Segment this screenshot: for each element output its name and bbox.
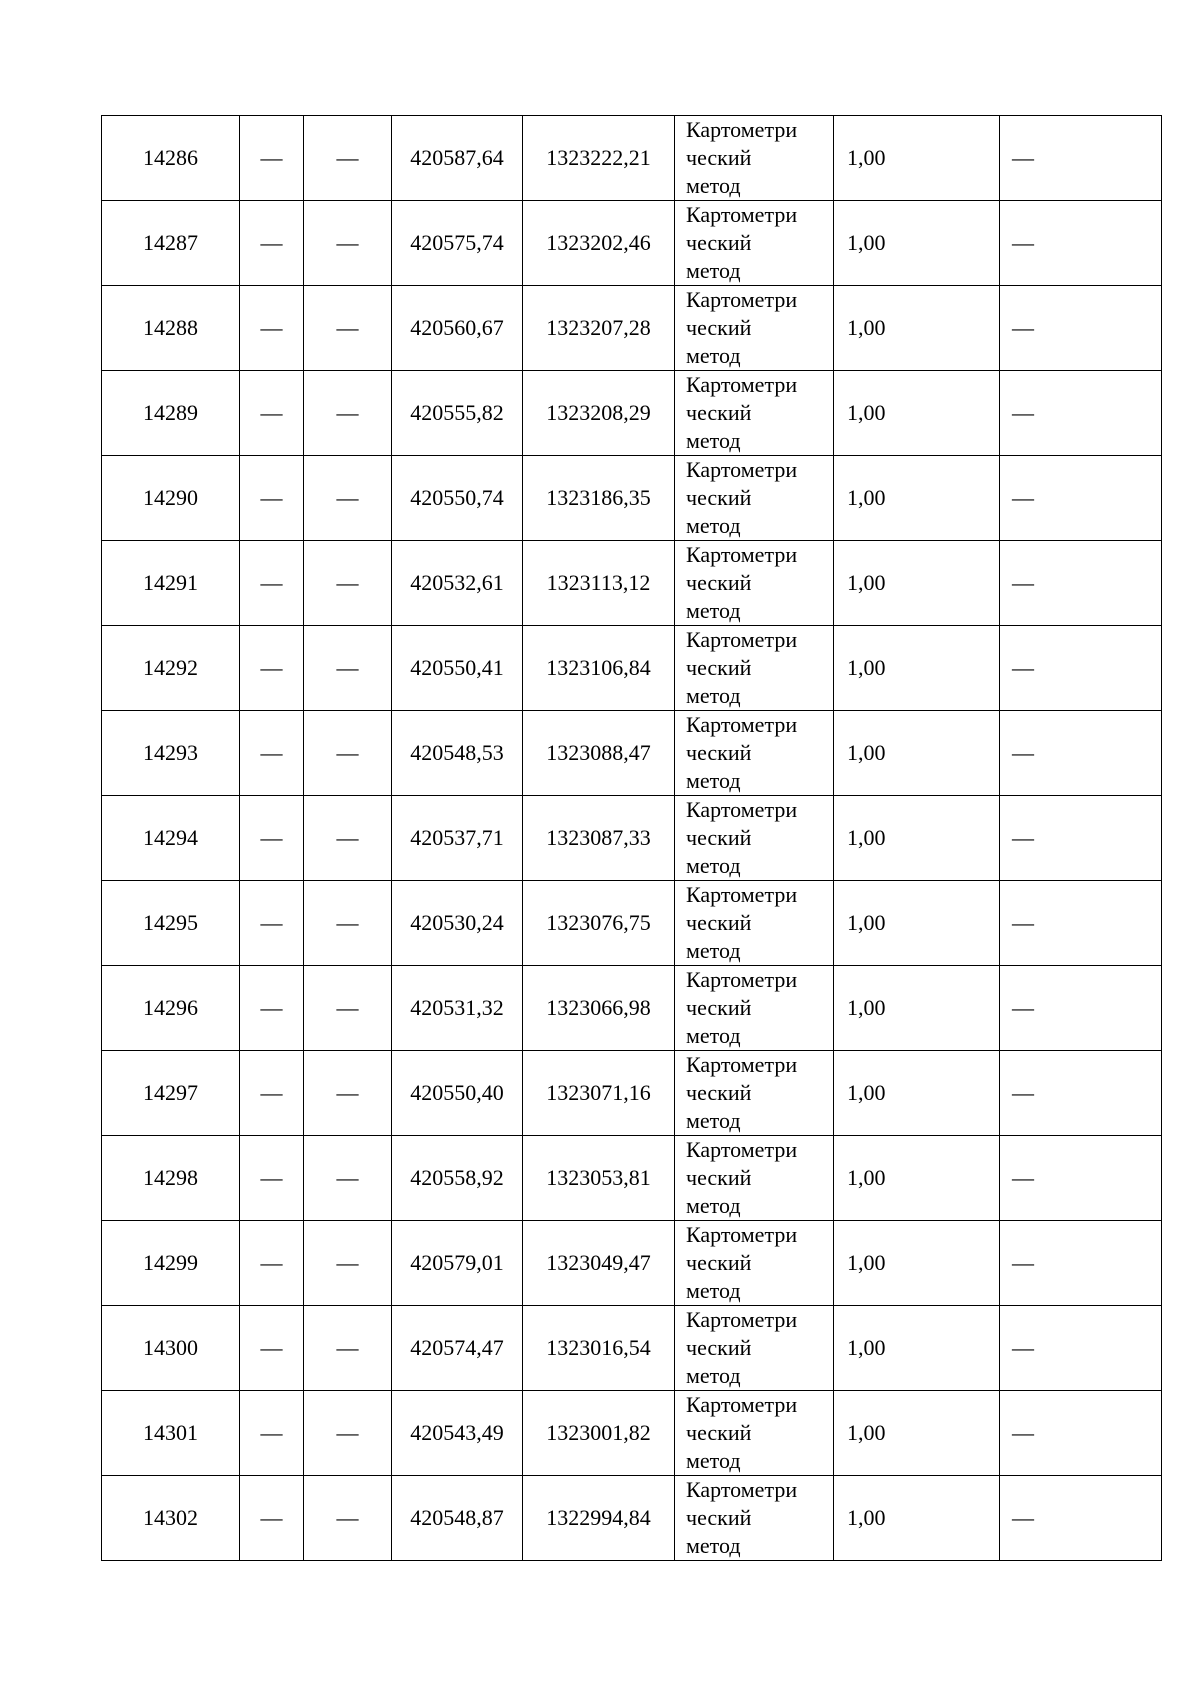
method-line: ческий [686, 1080, 752, 1105]
table-row [102, 286, 1162, 371]
method-line: Картометри [686, 967, 798, 992]
coordinates-table [101, 115, 1162, 1561]
y-coordinate-cell: 1323088,47 [523, 711, 675, 796]
description-cell: — [1000, 1136, 1162, 1221]
y-coordinate-cell: 1323053,81 [523, 1136, 675, 1221]
point-number-cell: 14298 [102, 1136, 240, 1221]
accuracy-cell: 1,00 [834, 541, 1000, 626]
method-line: ческий [686, 1250, 752, 1275]
col3-cell: — [304, 116, 392, 201]
accuracy-cell: 1,00 [834, 1391, 1000, 1476]
method-line: ческий [686, 315, 752, 340]
method-line: метод [686, 1193, 741, 1218]
table-row [102, 456, 1162, 541]
method-line: Картометри [686, 797, 798, 822]
point-number-cell: 14300 [102, 1306, 240, 1391]
y-coordinate-cell: 1322994,84 [523, 1476, 675, 1561]
col2-cell: — [240, 286, 304, 371]
method-cell [675, 371, 834, 456]
table-row [102, 796, 1162, 881]
method-line: метод [686, 768, 741, 793]
col3-cell: — [304, 1221, 392, 1306]
x-coordinate-cell: 420548,87 [392, 1476, 523, 1561]
method-cell [675, 1221, 834, 1306]
table-row [102, 1136, 1162, 1221]
table-row [102, 1391, 1162, 1476]
method-line: Картометри [686, 1052, 798, 1077]
col2-cell: — [240, 966, 304, 1051]
table-row [102, 541, 1162, 626]
table-row [102, 116, 1162, 201]
y-coordinate-cell: 1323208,29 [523, 371, 675, 456]
description-cell: — [1000, 116, 1162, 201]
table-row [102, 1051, 1162, 1136]
col2-cell: — [240, 1391, 304, 1476]
col2-cell: — [240, 371, 304, 456]
method-line: ческий [686, 1165, 752, 1190]
table-row [102, 966, 1162, 1051]
col3-cell: — [304, 626, 392, 711]
method-line: ческий [686, 485, 752, 510]
x-coordinate-cell: 420550,74 [392, 456, 523, 541]
method-line: метод [686, 1108, 741, 1133]
col2-cell: — [240, 796, 304, 881]
col2-cell: — [240, 1136, 304, 1221]
x-coordinate-cell: 420532,61 [392, 541, 523, 626]
y-coordinate-cell: 1323106,84 [523, 626, 675, 711]
x-coordinate-cell: 420531,32 [392, 966, 523, 1051]
method-cell [675, 541, 834, 626]
description-cell: — [1000, 286, 1162, 371]
method-line: Картометри [686, 287, 798, 312]
col3-cell: — [304, 966, 392, 1051]
table-body [102, 116, 1162, 1561]
method-line: метод [686, 1533, 741, 1558]
method-line: метод [686, 683, 741, 708]
method-line: метод [686, 1278, 741, 1303]
method-line: Картометри [686, 1392, 798, 1417]
method-line: Картометри [686, 882, 798, 907]
y-coordinate-cell: 1323222,21 [523, 116, 675, 201]
point-number-cell: 14299 [102, 1221, 240, 1306]
accuracy-cell: 1,00 [834, 881, 1000, 966]
col3-cell: — [304, 456, 392, 541]
method-line: метод [686, 1023, 741, 1048]
table-row [102, 371, 1162, 456]
point-number-cell: 14296 [102, 966, 240, 1051]
x-coordinate-cell: 420587,64 [392, 116, 523, 201]
method-line: Картометри [686, 1477, 798, 1502]
x-coordinate-cell: 420537,71 [392, 796, 523, 881]
description-cell: — [1000, 1051, 1162, 1136]
col2-cell: — [240, 1221, 304, 1306]
method-cell [675, 286, 834, 371]
col3-cell: — [304, 1476, 392, 1561]
method-cell [675, 711, 834, 796]
x-coordinate-cell: 420550,41 [392, 626, 523, 711]
method-cell [675, 116, 834, 201]
table-row [102, 626, 1162, 711]
point-number-cell: 14293 [102, 711, 240, 796]
accuracy-cell: 1,00 [834, 1136, 1000, 1221]
method-line: метод [686, 428, 741, 453]
x-coordinate-cell: 420548,53 [392, 711, 523, 796]
method-line: ческий [686, 910, 752, 935]
col3-cell: — [304, 796, 392, 881]
method-cell [675, 626, 834, 711]
accuracy-cell: 1,00 [834, 1476, 1000, 1561]
col2-cell: — [240, 201, 304, 286]
point-number-cell: 14286 [102, 116, 240, 201]
method-line: Картометри [686, 372, 798, 397]
method-line: Картометри [686, 457, 798, 482]
y-coordinate-cell: 1323207,28 [523, 286, 675, 371]
col3-cell: — [304, 541, 392, 626]
description-cell: — [1000, 626, 1162, 711]
col2-cell: — [240, 1306, 304, 1391]
x-coordinate-cell: 420550,40 [392, 1051, 523, 1136]
point-number-cell: 14297 [102, 1051, 240, 1136]
description-cell: — [1000, 371, 1162, 456]
col3-cell: — [304, 1306, 392, 1391]
description-cell: — [1000, 201, 1162, 286]
method-line: метод [686, 1448, 741, 1473]
accuracy-cell: 1,00 [834, 626, 1000, 711]
method-line: Картометри [686, 1307, 798, 1332]
col3-cell: — [304, 881, 392, 966]
point-number-cell: 14301 [102, 1391, 240, 1476]
col2-cell: — [240, 116, 304, 201]
point-number-cell: 14288 [102, 286, 240, 371]
method-line: Картометри [686, 1222, 798, 1247]
col2-cell: — [240, 1476, 304, 1561]
accuracy-cell: 1,00 [834, 116, 1000, 201]
y-coordinate-cell: 1323049,47 [523, 1221, 675, 1306]
method-line: метод [686, 1363, 741, 1388]
col2-cell: — [240, 626, 304, 711]
method-cell [675, 456, 834, 541]
point-number-cell: 14289 [102, 371, 240, 456]
y-coordinate-cell: 1323016,54 [523, 1306, 675, 1391]
y-coordinate-cell: 1323087,33 [523, 796, 675, 881]
description-cell: — [1000, 966, 1162, 1051]
col3-cell: — [304, 1391, 392, 1476]
y-coordinate-cell: 1323202,46 [523, 201, 675, 286]
table-row [102, 881, 1162, 966]
col3-cell: — [304, 286, 392, 371]
accuracy-cell: 1,00 [834, 286, 1000, 371]
method-line: метод [686, 343, 741, 368]
method-cell [675, 1306, 834, 1391]
accuracy-cell: 1,00 [834, 796, 1000, 881]
x-coordinate-cell: 420530,24 [392, 881, 523, 966]
description-cell: — [1000, 1221, 1162, 1306]
method-cell [675, 1136, 834, 1221]
method-line: Картометри [686, 542, 798, 567]
method-cell [675, 201, 834, 286]
accuracy-cell: 1,00 [834, 201, 1000, 286]
col2-cell: — [240, 456, 304, 541]
col3-cell: — [304, 201, 392, 286]
method-line: ческий [686, 1335, 752, 1360]
y-coordinate-cell: 1323001,82 [523, 1391, 675, 1476]
method-line: метод [686, 173, 741, 198]
method-line: ческий [686, 145, 752, 170]
method-cell [675, 796, 834, 881]
x-coordinate-cell: 420575,74 [392, 201, 523, 286]
method-cell [675, 1051, 834, 1136]
table-row [102, 1221, 1162, 1306]
method-line: ческий [686, 400, 752, 425]
y-coordinate-cell: 1323066,98 [523, 966, 675, 1051]
method-line: Картометри [686, 712, 798, 737]
table-row [102, 201, 1162, 286]
y-coordinate-cell: 1323113,12 [523, 541, 675, 626]
description-cell: — [1000, 456, 1162, 541]
accuracy-cell: 1,00 [834, 711, 1000, 796]
y-coordinate-cell: 1323076,75 [523, 881, 675, 966]
method-line: ческий [686, 995, 752, 1020]
method-line: Картометри [686, 627, 798, 652]
accuracy-cell: 1,00 [834, 1306, 1000, 1391]
x-coordinate-cell: 420574,47 [392, 1306, 523, 1391]
point-number-cell: 14287 [102, 201, 240, 286]
description-cell: — [1000, 541, 1162, 626]
method-cell [675, 1391, 834, 1476]
description-cell: — [1000, 1306, 1162, 1391]
x-coordinate-cell: 420579,01 [392, 1221, 523, 1306]
method-line: ческий [686, 1420, 752, 1445]
x-coordinate-cell: 420543,49 [392, 1391, 523, 1476]
y-coordinate-cell: 1323071,16 [523, 1051, 675, 1136]
method-line: ческий [686, 1505, 752, 1530]
col3-cell: — [304, 371, 392, 456]
method-cell [675, 1476, 834, 1561]
method-line: ческий [686, 825, 752, 850]
method-line: ческий [686, 740, 752, 765]
point-number-cell: 14292 [102, 626, 240, 711]
x-coordinate-cell: 420555,82 [392, 371, 523, 456]
col3-cell: — [304, 711, 392, 796]
col3-cell: — [304, 1051, 392, 1136]
col2-cell: — [240, 541, 304, 626]
method-line: метод [686, 853, 741, 878]
method-line: Картометри [686, 117, 798, 142]
x-coordinate-cell: 420558,92 [392, 1136, 523, 1221]
accuracy-cell: 1,00 [834, 371, 1000, 456]
method-line: метод [686, 258, 741, 283]
table-row [102, 1476, 1162, 1561]
col2-cell: — [240, 711, 304, 796]
description-cell: — [1000, 1391, 1162, 1476]
method-line: ческий [686, 655, 752, 680]
accuracy-cell: 1,00 [834, 456, 1000, 541]
accuracy-cell: 1,00 [834, 1051, 1000, 1136]
table-row [102, 1306, 1162, 1391]
table-row [102, 711, 1162, 796]
accuracy-cell: 1,00 [834, 966, 1000, 1051]
y-coordinate-cell: 1323186,35 [523, 456, 675, 541]
description-cell: — [1000, 1476, 1162, 1561]
description-cell: — [1000, 881, 1162, 966]
col2-cell: — [240, 881, 304, 966]
point-number-cell: 14291 [102, 541, 240, 626]
point-number-cell: 14294 [102, 796, 240, 881]
description-cell: — [1000, 711, 1162, 796]
description-cell: — [1000, 796, 1162, 881]
point-number-cell: 14295 [102, 881, 240, 966]
method-line: ческий [686, 570, 752, 595]
point-number-cell: 14302 [102, 1476, 240, 1561]
col3-cell: — [304, 1136, 392, 1221]
method-line: метод [686, 513, 741, 538]
method-line: ческий [686, 230, 752, 255]
x-coordinate-cell: 420560,67 [392, 286, 523, 371]
col2-cell: — [240, 1051, 304, 1136]
method-line: Картометри [686, 202, 798, 227]
method-cell [675, 881, 834, 966]
method-line: Картометри [686, 1137, 798, 1162]
method-line: метод [686, 598, 741, 623]
accuracy-cell: 1,00 [834, 1221, 1000, 1306]
method-line: метод [686, 938, 741, 963]
point-number-cell: 14290 [102, 456, 240, 541]
method-cell [675, 966, 834, 1051]
